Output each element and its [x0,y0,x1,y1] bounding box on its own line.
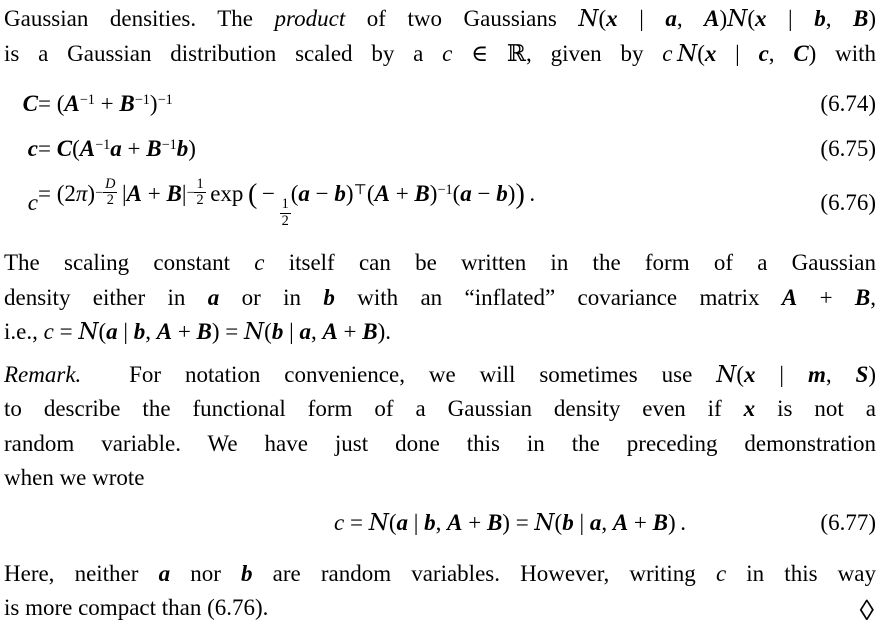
equation-6-76 [4,174,876,232]
equation-6-76-lhs: c [27,190,38,215]
paragraph-remark-line-2: to describe the functional form of a Gaussian density even if x is not a [4,396,876,421]
paragraph-remark-line-3: random variable. We have just done this in the preceding demonstration [4,430,876,456]
equation-number-6-77: (6.77) [820,509,876,535]
paragraph-remark-line-4: when we wrote [4,465,145,490]
equation-6-77 [4,501,876,545]
paragraph-scaling-line-2: density either in a or in b with an “inflated” covariance matrix A + B, [4,284,876,310]
paragraph-intro-line-2: is a Gaussian distribution scaled by a c ∈ ℝ, given by c N(x | c, C) with [4,40,877,67]
paragraph-intro-line-1: Gaussian densities. The product of two Gaussians N(x | a, A)N(x | b, B) [4,6,876,32]
equation-number-6-75: (6.75) [820,136,876,161]
equation-6-74-lhs: C [22,91,38,116]
paragraph-closing-line-2-text: is more compact than (6.76). [4,595,269,620]
equation-6-77-body: c = N(a | b, A + B) = N(b | a, A + B) . [334,509,687,536]
equation-6-76-rhs: = (2π) $^{- \frac{D}{2}}$ |A + B| $^{- \frac{1}{2}}$ exp ( − $\frac{1}{2}$ $(a - b)^⊤(A + B)^{-1}(a - b)$) . [38,176,536,229]
remark-end-diamond-icon: ◊ [859,594,874,627]
paragraph-closing [4,557,876,626]
equation-number-6-76: (6.76) [820,190,876,215]
equation-6-74-rhs: = $(A^{-1} + B^{-1})^{-1}$ [38,91,173,116]
equation-number-6-74: (6.74) [820,91,876,116]
equation-6-75-lhs: c [27,136,38,161]
paragraph-remark [4,358,876,496]
equation-6-74 [4,84,876,124]
paragraph-closing-line-1: Here, neither a nor b are random variables. However, writing c in this way [4,560,876,586]
paragraph-intro [4,2,876,71]
equation-6-75 [4,126,876,172]
textbook-page [4,2,876,626]
paragraph-remark-line-1: Remark. For notation convenience, we will sometimes use N(x | m, S) [4,361,876,388]
paragraph-scaling-line-3: i.e., c = N(a | b, A + B) = N(b | a, A + B). [4,319,392,345]
equation-group [4,84,876,232]
equation-6-75-rhs: = $C(A^{-1}a + B^{-1}b)$ [38,136,196,161]
paragraph-scaling-line-1: The scaling constant c itself can be written in the form of a Gaussian [4,250,876,275]
paragraph-closing-line-2 [4,591,876,626]
paragraph-scaling-constant [4,246,876,350]
